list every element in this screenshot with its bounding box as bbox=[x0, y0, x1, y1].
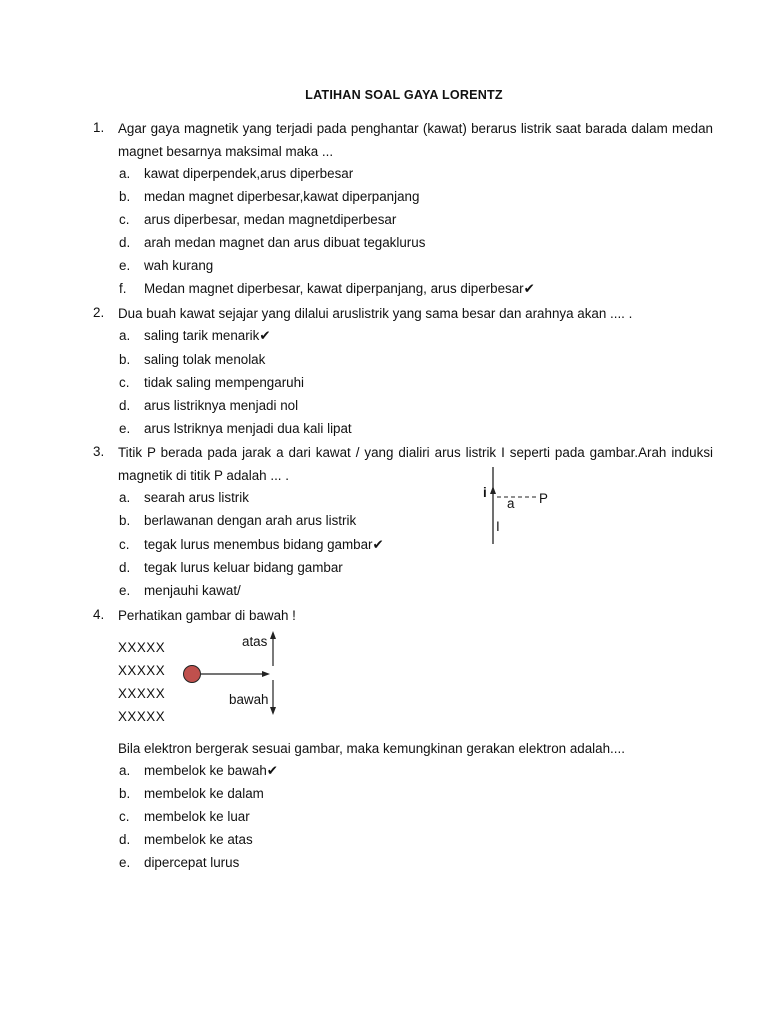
option-letter: a. bbox=[119, 763, 131, 778]
question-text: Dua buah kawat sejajar yang dilalui aruslistrik yang sama besar dan arahnya akan .... . bbox=[118, 306, 633, 321]
option-text: arah medan magnet dan arus dibuat tegaklurus bbox=[144, 235, 426, 250]
option-letter: d. bbox=[119, 560, 131, 575]
question-text-2: Bila elektron bergerak sesuai gambar, maka kemungkinan gerakan elektron adalah.... bbox=[118, 741, 625, 756]
question-text: Agar gaya magnetik yang terjadi pada penghantar (kawat) berarus listrik saat barada dalam medan magnet besarnya maksimal maka ... bbox=[118, 121, 713, 159]
option-letter: b. bbox=[119, 189, 131, 204]
option-text: dipercepat lurus bbox=[144, 855, 240, 870]
distance-label: a bbox=[507, 496, 515, 511]
option-text: Medan magnet diperbesar, kawat diperpanjang, arus diperbesar✔ bbox=[144, 281, 535, 296]
option-text: medan magnet diperbesar,kawat diperpanjang bbox=[144, 189, 420, 204]
field-row: XXXXX bbox=[118, 663, 166, 678]
option-letter: e. bbox=[119, 855, 131, 870]
page-title: LATIHAN SOAL GAYA LORENTZ bbox=[305, 88, 503, 102]
option-text: berlawanan dengan arah arus listrik bbox=[144, 513, 357, 528]
option-letter: c. bbox=[119, 809, 130, 824]
option-text: kawat diperpendek,arus diperbesar bbox=[144, 166, 354, 181]
option-text: saling tolak menolak bbox=[144, 352, 266, 367]
question-text: Titik P berada pada jarak a dari kawat / yang dialiri arus listrik I seperti pada gambar.Arah induksi magnetik di titik P adalah ... . bbox=[118, 445, 713, 483]
field-row: XXXXX bbox=[118, 709, 166, 724]
option-letter: b. bbox=[119, 352, 131, 367]
question-number: 4. bbox=[93, 607, 105, 622]
field-row: XXXXX bbox=[118, 686, 166, 701]
option-letter: a. bbox=[119, 328, 131, 343]
option-letter: c. bbox=[119, 375, 130, 390]
option-text: wah kurang bbox=[144, 258, 214, 273]
up-label: atas bbox=[242, 634, 268, 649]
option-text: saling tarik menarik✔ bbox=[144, 328, 271, 343]
option-text: membelok ke bawah✔ bbox=[144, 763, 279, 778]
field-row: XXXXX bbox=[118, 640, 166, 655]
option-letter: e. bbox=[119, 583, 131, 598]
option-letter: d. bbox=[119, 832, 131, 847]
option-text: searah arus listrik bbox=[144, 490, 249, 505]
option-letter: e. bbox=[119, 421, 131, 436]
option-text: arus listriknya menjadi nol bbox=[144, 398, 299, 413]
option-text: tidak saling mempengaruhi bbox=[144, 375, 305, 390]
down-label: bawah bbox=[229, 692, 269, 707]
option-letter: c. bbox=[119, 537, 130, 552]
option-text: tegak lurus menembus bidang gambar✔ bbox=[144, 537, 384, 552]
option-text: membelok ke atas bbox=[144, 832, 253, 847]
option-text: tegak lurus keluar bidang gambar bbox=[144, 560, 343, 575]
option-letter: a. bbox=[119, 166, 131, 181]
option-text: menjauhi kawat/ bbox=[144, 583, 241, 598]
option-letter: e. bbox=[119, 258, 131, 273]
point-p-label: P bbox=[539, 491, 548, 506]
wire-label: I bbox=[496, 519, 500, 534]
option-text: membelok ke dalam bbox=[144, 786, 264, 801]
option-text: arus diperbesar, medan magnetdiperbesar bbox=[144, 212, 397, 227]
option-letter: b. bbox=[119, 786, 131, 801]
option-letter: f. bbox=[119, 281, 127, 296]
option-letter: b. bbox=[119, 513, 131, 528]
option-text: arus lstriknya menjadi dua kali lipat bbox=[144, 421, 352, 436]
electron-icon bbox=[184, 666, 201, 683]
current-label: i bbox=[483, 485, 487, 500]
option-letter: c. bbox=[119, 212, 130, 227]
question-number: 3. bbox=[93, 444, 105, 459]
option-letter: a. bbox=[119, 490, 131, 505]
question-number: 1. bbox=[93, 120, 105, 135]
question-number: 2. bbox=[93, 305, 105, 320]
option-text: membelok ke luar bbox=[144, 809, 250, 824]
option-letter: d. bbox=[119, 235, 131, 250]
wire-diagram bbox=[480, 462, 560, 546]
option-letter: d. bbox=[119, 398, 131, 413]
question-text: Perhatikan gambar di bawah ! bbox=[118, 608, 296, 623]
